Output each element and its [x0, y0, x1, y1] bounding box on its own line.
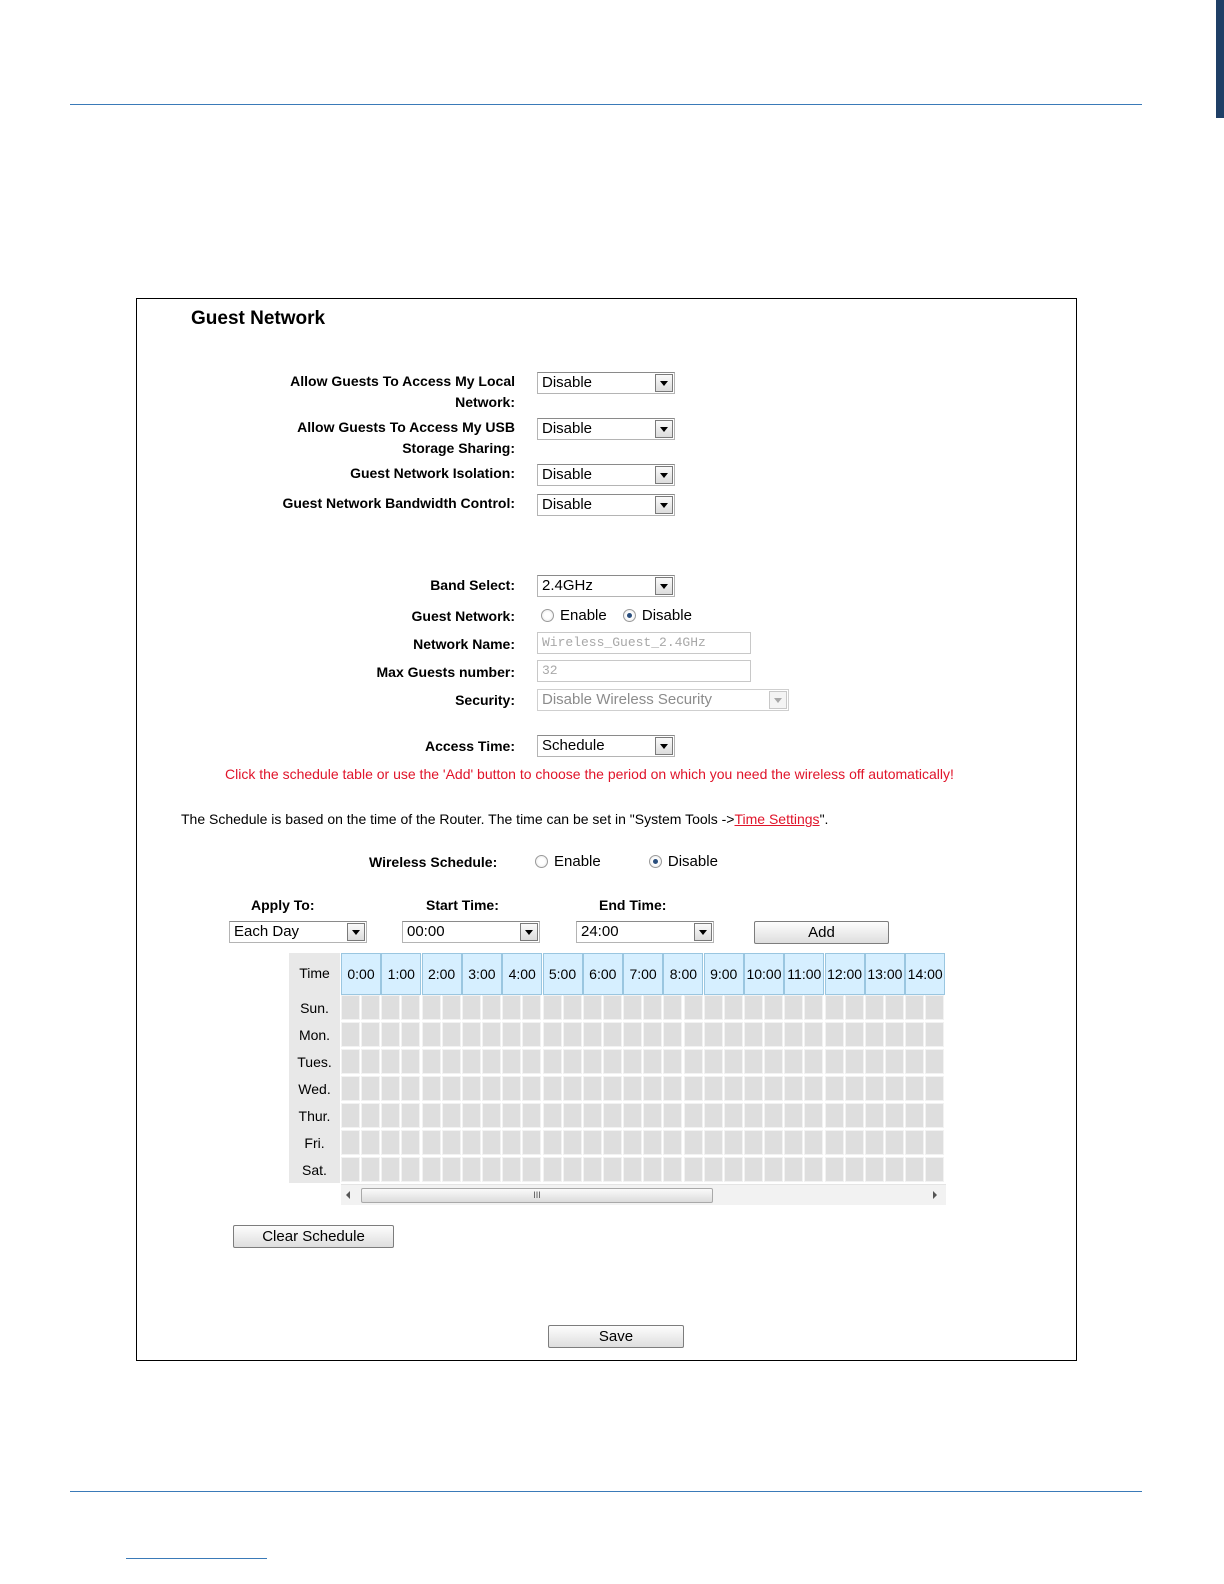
schedule-cell[interactable]: [401, 1157, 420, 1182]
schedule-cell[interactable]: [865, 1022, 884, 1047]
schedule-cell[interactable]: [603, 995, 622, 1020]
schedule-cell[interactable]: [684, 1103, 703, 1128]
schedule-cell[interactable]: [704, 1022, 723, 1047]
schedule-cell[interactable]: [825, 995, 844, 1020]
schedule-cell[interactable]: [563, 1157, 582, 1182]
footer-underline: [126, 1558, 267, 1559]
schedule-instruction: Click the schedule table or use the 'Add' button to choose the period on which you need the wireless off automatically!: [225, 766, 954, 782]
schedule-cell[interactable]: [522, 1157, 541, 1182]
hour-header[interactable]: 11:00: [784, 953, 824, 995]
schedule-cell[interactable]: [462, 1049, 481, 1074]
page-edge-tab: [1216, 0, 1224, 118]
schedule-cell[interactable]: [401, 1049, 420, 1074]
schedule-cell[interactable]: [341, 1103, 360, 1128]
security-select[interactable]: Disable Wireless Security: [537, 689, 789, 711]
schedule-cell[interactable]: [563, 995, 582, 1020]
schedule-cell[interactable]: [361, 1157, 380, 1182]
hour-header[interactable]: 1:00: [381, 953, 421, 995]
schedule-cell[interactable]: [502, 1076, 521, 1101]
schedule-cell[interactable]: [502, 1049, 521, 1074]
schedule-cell[interactable]: [381, 995, 400, 1020]
schedule-cell[interactable]: [764, 1130, 783, 1155]
day-label[interactable]: Tues.: [297, 1054, 332, 1070]
schedule-cell[interactable]: [744, 1103, 763, 1128]
schedule-cell[interactable]: [361, 1103, 380, 1128]
max-guests-label: Max Guests number:: [376, 664, 515, 680]
schedule-cell[interactable]: [401, 1103, 420, 1128]
schedule-cell[interactable]: [462, 1103, 481, 1128]
schedule-cell[interactable]: [563, 1076, 582, 1101]
schedule-cell[interactable]: [804, 995, 823, 1020]
schedule-cell[interactable]: [663, 1103, 682, 1128]
schedule-cell[interactable]: [422, 1049, 441, 1074]
schedule-cell[interactable]: [462, 995, 481, 1020]
schedule-cell[interactable]: [885, 995, 904, 1020]
network-name-label: Network Name:: [413, 636, 515, 652]
schedule-cell[interactable]: [784, 1049, 803, 1074]
add-button[interactable]: Add: [754, 921, 889, 944]
schedule-cell[interactable]: [401, 1022, 420, 1047]
schedule-cell[interactable]: [522, 1049, 541, 1074]
local-network-select[interactable]: Disable: [537, 372, 675, 394]
schedule-cell[interactable]: [502, 1103, 521, 1128]
band-select-label: Band Select:: [430, 577, 515, 593]
schedule-cell[interactable]: [925, 1157, 944, 1182]
schedule-cell[interactable]: [643, 1076, 662, 1101]
schedule-cell[interactable]: [885, 1130, 904, 1155]
schedule-cell[interactable]: [422, 1130, 441, 1155]
header-rule: [70, 104, 1142, 105]
schedule-cell[interactable]: [623, 1103, 642, 1128]
schedule-cell[interactable]: [925, 1049, 944, 1074]
schedule-cell[interactable]: [764, 995, 783, 1020]
chevron-down-icon: [655, 577, 673, 595]
schedule-cell[interactable]: [684, 995, 703, 1020]
local-network-label: Allow Guests To Access My Local Network:: [290, 373, 515, 410]
schedule-cell[interactable]: [804, 1103, 823, 1128]
day-label[interactable]: Sat.: [302, 1162, 327, 1178]
schedule-cell[interactable]: [744, 1076, 763, 1101]
guest-network-enable-radio[interactable]: [541, 609, 554, 622]
schedule-cell[interactable]: [401, 1076, 420, 1101]
schedule-cell[interactable]: [563, 1103, 582, 1128]
schedule-cell[interactable]: [684, 1130, 703, 1155]
bandwidth-label: Guest Network Bandwidth Control:: [282, 495, 515, 511]
wireless-schedule-enable-radio[interactable]: [535, 855, 548, 868]
schedule-cell[interactable]: [522, 1022, 541, 1047]
scroll-thumb[interactable]: III: [361, 1188, 713, 1203]
schedule-cell[interactable]: [543, 1076, 562, 1101]
chevron-down-icon: [769, 691, 787, 709]
schedule-cell[interactable]: [361, 995, 380, 1020]
schedule-cell[interactable]: [825, 1157, 844, 1182]
guest-network-disable-radio[interactable]: [623, 609, 636, 622]
schedule-cell[interactable]: [522, 995, 541, 1020]
schedule-cell[interactable]: [583, 1049, 602, 1074]
chevron-down-icon: [655, 374, 673, 392]
schedule-cell[interactable]: [422, 1157, 441, 1182]
schedule-cell[interactable]: [865, 1103, 884, 1128]
chevron-down-icon: [520, 923, 538, 941]
schedule-cell[interactable]: [804, 1157, 823, 1182]
save-button[interactable]: Save: [548, 1325, 684, 1348]
schedule-cell[interactable]: [603, 1130, 622, 1155]
schedule-cell[interactable]: [663, 1157, 682, 1182]
wireless-schedule-label: Wireless Schedule:: [369, 854, 498, 870]
schedule-cell[interactable]: [522, 1103, 541, 1128]
schedule-cell[interactable]: [684, 1157, 703, 1182]
schedule-cell[interactable]: [381, 1157, 400, 1182]
schedule-cell[interactable]: [442, 1049, 461, 1074]
horizontal-scrollbar[interactable]: [341, 1184, 946, 1205]
schedule-cell[interactable]: [603, 1049, 622, 1074]
clear-schedule-button[interactable]: Clear Schedule: [233, 1225, 394, 1248]
hour-header[interactable]: 9:00: [704, 953, 744, 995]
schedule-cell[interactable]: [724, 1022, 743, 1047]
schedule-grid: [289, 953, 945, 1205]
chevron-down-icon: [655, 420, 673, 438]
schedule-cell[interactable]: [663, 1130, 682, 1155]
day-label[interactable]: Wed.: [298, 1081, 331, 1097]
schedule-cell[interactable]: [704, 1076, 723, 1101]
schedule-cell[interactable]: [603, 1022, 622, 1047]
schedule-cell[interactable]: [885, 1103, 904, 1128]
schedule-cell[interactable]: [804, 1049, 823, 1074]
hour-header[interactable]: 4:00: [502, 953, 542, 995]
schedule-cell[interactable]: [704, 995, 723, 1020]
schedule-cell[interactable]: [623, 995, 642, 1020]
schedule-cell[interactable]: [341, 1076, 360, 1101]
schedule-cell[interactable]: [925, 1130, 944, 1155]
schedule-cell[interactable]: [381, 1049, 400, 1074]
day-label[interactable]: Thur.: [298, 1108, 331, 1124]
schedule-cell[interactable]: [401, 995, 420, 1020]
schedule-cell[interactable]: [885, 1022, 904, 1047]
schedule-cell[interactable]: [522, 1130, 541, 1155]
schedule-cell[interactable]: [925, 1103, 944, 1128]
schedule-cell[interactable]: [543, 1049, 562, 1074]
max-guests-input[interactable]: 32: [537, 660, 751, 682]
schedule-cell[interactable]: [825, 1022, 844, 1047]
schedule-cell[interactable]: [865, 1157, 884, 1182]
end-time-select[interactable]: 24:00: [576, 921, 714, 943]
schedule-cell[interactable]: [865, 1130, 884, 1155]
schedule-cell[interactable]: [603, 1076, 622, 1101]
schedule-cell[interactable]: [643, 1130, 662, 1155]
schedule-cell[interactable]: [361, 1076, 380, 1101]
footer-rule: [70, 1491, 1142, 1492]
end-time-label: End Time:: [599, 897, 667, 913]
guest-network-label: Guest Network:: [411, 608, 515, 624]
wireless-schedule-disable-radio[interactable]: [649, 855, 662, 868]
hour-header[interactable]: 7:00: [623, 953, 663, 995]
page-title: Guest Network: [191, 308, 326, 329]
hour-header[interactable]: 13:00: [865, 953, 905, 995]
schedule-cell[interactable]: [502, 1130, 521, 1155]
schedule-cell[interactable]: [905, 1022, 924, 1047]
schedule-cell[interactable]: [623, 1049, 642, 1074]
apply-to-select[interactable]: Each Day: [229, 921, 367, 943]
chevron-down-icon: [655, 466, 673, 484]
day-label[interactable]: Sun.: [300, 1000, 329, 1016]
schedule-cell[interactable]: [603, 1157, 622, 1182]
schedule-cell[interactable]: [462, 1157, 481, 1182]
usb-sharing-label: Allow Guests To Access My USB Storage Sharing:: [297, 419, 515, 456]
schedule-cell[interactable]: [744, 1049, 763, 1074]
schedule-cell[interactable]: [925, 1076, 944, 1101]
schedule-cell[interactable]: [422, 995, 441, 1020]
schedule-cell[interactable]: [442, 1076, 461, 1101]
access-time-label: Access Time:: [424, 738, 515, 754]
schedule-cell[interactable]: [543, 995, 562, 1020]
network-name-input[interactable]: Wireless_Guest_2.4GHz: [537, 632, 751, 654]
schedule-cell[interactable]: [885, 1157, 904, 1182]
start-time-select[interactable]: 00:00: [402, 921, 540, 943]
time-header: Time: [299, 965, 330, 981]
hour-header[interactable]: 5:00: [543, 953, 583, 995]
access-time-select[interactable]: Schedule: [537, 735, 675, 757]
schedule-cell[interactable]: [784, 1022, 803, 1047]
schedule-cell[interactable]: [784, 1130, 803, 1155]
schedule-cell[interactable]: [905, 1157, 924, 1182]
schedule-cell[interactable]: [643, 1103, 662, 1128]
schedule-cell[interactable]: [845, 1130, 864, 1155]
schedule-cell[interactable]: [825, 1130, 844, 1155]
schedule-cell[interactable]: [905, 995, 924, 1020]
schedule-cell[interactable]: [784, 1076, 803, 1101]
time-settings-link[interactable]: Time Settings: [734, 811, 820, 827]
schedule-cell[interactable]: [341, 1049, 360, 1074]
schedule-cell[interactable]: [381, 1076, 400, 1101]
schedule-cell[interactable]: [482, 995, 501, 1020]
schedule-cell[interactable]: [804, 1130, 823, 1155]
schedule-cell[interactable]: [623, 1076, 642, 1101]
schedule-cell[interactable]: [482, 1076, 501, 1101]
schedule-cell[interactable]: [845, 995, 864, 1020]
schedule-cell[interactable]: [663, 1022, 682, 1047]
schedule-cell[interactable]: [845, 1049, 864, 1074]
schedule-cell[interactable]: [925, 995, 944, 1020]
schedule-cell[interactable]: [905, 1130, 924, 1155]
hour-header[interactable]: 6:00: [583, 953, 623, 995]
schedule-cell[interactable]: [804, 1076, 823, 1101]
schedule-cell[interactable]: [361, 1049, 380, 1074]
schedule-cell[interactable]: [845, 1157, 864, 1182]
schedule-cell[interactable]: [784, 1103, 803, 1128]
schedule-cell[interactable]: [543, 1022, 562, 1047]
schedule-cell[interactable]: [845, 1022, 864, 1047]
schedule-cell[interactable]: [784, 1157, 803, 1182]
guest-network-radio-group: Enable Disable: [541, 606, 704, 626]
usb-sharing-select[interactable]: Disable: [537, 418, 675, 440]
schedule-cell[interactable]: [422, 1076, 441, 1101]
schedule-cell[interactable]: [704, 1049, 723, 1074]
scroll-right-icon[interactable]: [933, 1191, 937, 1199]
schedule-cell[interactable]: [422, 1103, 441, 1128]
bandwidth-select[interactable]: Disable: [537, 494, 675, 516]
schedule-cell[interactable]: [865, 1076, 884, 1101]
scroll-left-icon[interactable]: [346, 1191, 350, 1199]
schedule-cell[interactable]: [764, 1049, 783, 1074]
chevron-down-icon: [655, 496, 673, 514]
hour-header[interactable]: 3:00: [462, 953, 502, 995]
schedule-cell[interactable]: [845, 1076, 864, 1101]
schedule-cell[interactable]: [543, 1103, 562, 1128]
schedule-cell[interactable]: [442, 1022, 461, 1047]
schedule-cell[interactable]: [502, 995, 521, 1020]
schedule-cell[interactable]: [522, 1076, 541, 1101]
hour-header[interactable]: 10:00: [744, 953, 784, 995]
schedule-cell[interactable]: [482, 1157, 501, 1182]
schedule-cell[interactable]: [825, 1076, 844, 1101]
schedule-cell[interactable]: [744, 1157, 763, 1182]
schedule-cell[interactable]: [502, 1157, 521, 1182]
schedule-cell[interactable]: [724, 1049, 743, 1074]
schedule-cell[interactable]: [704, 1130, 723, 1155]
schedule-cell[interactable]: [563, 1049, 582, 1074]
schedule-cell[interactable]: [724, 995, 743, 1020]
schedule-cell[interactable]: [381, 1130, 400, 1155]
schedule-cell[interactable]: [381, 1103, 400, 1128]
schedule-cell[interactable]: [583, 1157, 602, 1182]
apply-to-label: Apply To:: [251, 897, 315, 913]
schedule-time-note: The Schedule is based on the time of the Router. The time can be set in "System Tools ->Time Settings".: [181, 811, 829, 827]
schedule-cell[interactable]: [502, 1022, 521, 1047]
schedule-cell[interactable]: [885, 1049, 904, 1074]
day-label[interactable]: Mon.: [298, 1027, 331, 1043]
schedule-cell[interactable]: [704, 1103, 723, 1128]
schedule-cell[interactable]: [804, 1022, 823, 1047]
schedule-cell[interactable]: [623, 1022, 642, 1047]
schedule-cell[interactable]: [663, 995, 682, 1020]
schedule-cell[interactable]: [825, 1103, 844, 1128]
schedule-cell[interactable]: [482, 1022, 501, 1047]
hour-header[interactable]: 14:00: [905, 953, 945, 995]
schedule-cell[interactable]: [643, 1022, 662, 1047]
schedule-cell[interactable]: [885, 1076, 904, 1101]
schedule-cell[interactable]: [583, 995, 602, 1020]
band-select[interactable]: 2.4GHz: [537, 575, 675, 597]
schedule-cell[interactable]: [663, 1076, 682, 1101]
schedule-cell[interactable]: [462, 1130, 481, 1155]
schedule-cell[interactable]: [583, 1103, 602, 1128]
schedule-cell[interactable]: [361, 1022, 380, 1047]
schedule-cell[interactable]: [764, 1022, 783, 1047]
schedule-cell[interactable]: [865, 1049, 884, 1074]
schedule-cell[interactable]: [764, 1076, 783, 1101]
schedule-cell[interactable]: [462, 1076, 481, 1101]
schedule-cell[interactable]: [563, 1022, 582, 1047]
security-label: Security:: [455, 692, 515, 708]
day-label[interactable]: Fri.: [304, 1135, 325, 1151]
hour-header[interactable]: 8:00: [663, 953, 703, 995]
schedule-cell[interactable]: [744, 995, 763, 1020]
schedule-cell[interactable]: [442, 1130, 461, 1155]
hour-header[interactable]: 2:00: [422, 953, 462, 995]
schedule-cell[interactable]: [442, 1103, 461, 1128]
isolation-label: Guest Network Isolation:: [350, 465, 515, 481]
guest-network-panel: [136, 298, 1077, 1361]
schedule-cell[interactable]: [442, 1157, 461, 1182]
schedule-cell[interactable]: [401, 1130, 420, 1155]
schedule-cell[interactable]: [543, 1157, 562, 1182]
schedule-cell[interactable]: [764, 1157, 783, 1182]
schedule-cell[interactable]: [744, 1130, 763, 1155]
schedule-cell[interactable]: [341, 1157, 360, 1182]
schedule-cell[interactable]: [422, 1022, 441, 1047]
schedule-cell[interactable]: [482, 1049, 501, 1074]
chevron-down-icon: [694, 923, 712, 941]
schedule-cell[interactable]: [784, 995, 803, 1020]
schedule-cell[interactable]: [724, 1103, 743, 1128]
schedule-cell[interactable]: [905, 1049, 924, 1074]
schedule-cell[interactable]: [643, 1157, 662, 1182]
schedule-cell[interactable]: [825, 1049, 844, 1074]
schedule-cell[interactable]: [905, 1076, 924, 1101]
schedule-cell[interactable]: [724, 1076, 743, 1101]
schedule-cell[interactable]: [724, 1157, 743, 1182]
schedule-cell[interactable]: [684, 1022, 703, 1047]
schedule-cell[interactable]: [462, 1022, 481, 1047]
schedule-cell[interactable]: [764, 1103, 783, 1128]
hour-header[interactable]: 12:00: [825, 953, 865, 995]
schedule-cell[interactable]: [704, 1157, 723, 1182]
wireless-schedule-radio-group: Enable Disable: [535, 852, 730, 872]
schedule-cell[interactable]: [684, 1049, 703, 1074]
isolation-select[interactable]: Disable: [537, 464, 675, 486]
schedule-cell[interactable]: [341, 1130, 360, 1155]
schedule-cell[interactable]: [583, 1022, 602, 1047]
schedule-cell[interactable]: [845, 1103, 864, 1128]
schedule-cell[interactable]: [583, 1076, 602, 1101]
schedule-cell[interactable]: [925, 1022, 944, 1047]
start-time-label: Start Time:: [426, 897, 499, 913]
schedule-cell[interactable]: [724, 1130, 743, 1155]
schedule-cell[interactable]: [361, 1130, 380, 1155]
schedule-cell[interactable]: [482, 1103, 501, 1128]
schedule-cell[interactable]: [663, 1049, 682, 1074]
schedule-cell[interactable]: [482, 1130, 501, 1155]
schedule-cell[interactable]: [603, 1103, 622, 1128]
schedule-cell[interactable]: [381, 1022, 400, 1047]
schedule-cell[interactable]: [643, 995, 662, 1020]
schedule-cell[interactable]: [583, 1130, 602, 1155]
schedule-cell[interactable]: [543, 1130, 562, 1155]
schedule-cell[interactable]: [865, 995, 884, 1020]
chevron-down-icon: [655, 737, 673, 755]
schedule-cell[interactable]: [563, 1130, 582, 1155]
schedule-cell[interactable]: [442, 995, 461, 1020]
schedule-cell[interactable]: [643, 1049, 662, 1074]
schedule-cell[interactable]: [684, 1076, 703, 1101]
schedule-cell[interactable]: [623, 1130, 642, 1155]
hour-header[interactable]: 0:00: [341, 953, 381, 995]
schedule-cell[interactable]: [341, 995, 360, 1020]
schedule-cell[interactable]: [623, 1157, 642, 1182]
schedule-cell[interactable]: [905, 1103, 924, 1128]
chevron-down-icon: [347, 923, 365, 941]
schedule-cells: [341, 995, 945, 1183]
schedule-cell[interactable]: [341, 1022, 360, 1047]
schedule-cell[interactable]: [744, 1022, 763, 1047]
